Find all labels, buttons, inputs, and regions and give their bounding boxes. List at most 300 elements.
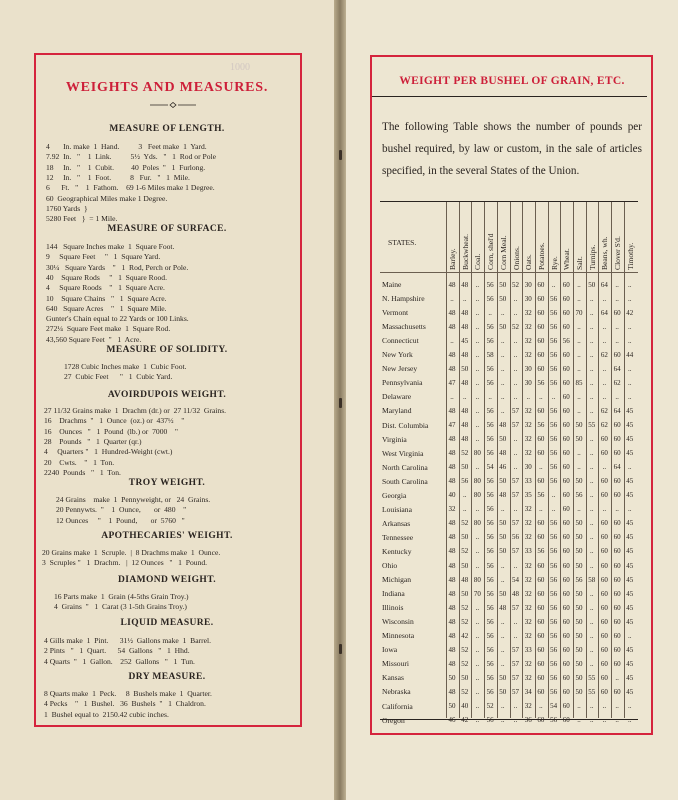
table-cell: ..	[475, 294, 480, 303]
table-cell: ..	[513, 435, 518, 444]
table-cell: 57	[512, 687, 519, 696]
table-cell: 60	[537, 659, 545, 668]
table-cell: 60	[537, 687, 545, 696]
table-cell: 50	[499, 533, 507, 542]
table-cell: 60	[613, 603, 621, 612]
table-cell: 50	[575, 673, 583, 682]
table-cell: 48	[448, 449, 456, 458]
table-cell: ..	[501, 631, 505, 640]
table-cell: 56	[486, 603, 494, 612]
table-cell: 48	[448, 617, 456, 626]
table-cell: 56	[575, 491, 583, 500]
column-rule	[446, 202, 447, 718]
table-cell: ..	[589, 519, 594, 528]
table-cell: 50	[575, 421, 583, 429]
table-cell: 52	[461, 659, 469, 668]
section-heading-troy: TROY WEIGHT.	[128, 478, 206, 488]
table-cell: 52	[512, 280, 519, 289]
table-cell: 48	[461, 280, 469, 289]
table-cell: 57	[512, 477, 519, 486]
table-cell: ..	[602, 702, 607, 710]
table-cell: 56	[550, 519, 558, 528]
table-cell: 60	[613, 449, 621, 458]
table-cell: ..	[589, 350, 594, 359]
table-cell: 56	[575, 575, 583, 584]
table-cell: ..	[450, 294, 454, 303]
table-cell: ..	[475, 392, 480, 401]
table-cell: 60	[613, 547, 621, 556]
column-rule	[484, 202, 485, 718]
table-cell: 50	[461, 364, 469, 373]
table-cell: 48	[512, 589, 519, 598]
measure-line: 43,560 Square Feet " 1 Acre.	[46, 334, 142, 344]
table-cell: 50	[575, 687, 583, 696]
table-cell: ..	[475, 336, 480, 345]
table-cell: 57	[512, 659, 519, 668]
table-cell: 60	[600, 449, 608, 458]
table-cell: ..	[589, 645, 594, 654]
column-header: Oats.	[524, 254, 534, 270]
section-heading-avoirdupois: AVOIRDUPOIS WEIGHT.	[107, 390, 227, 400]
column-header: Potatoes.	[536, 242, 546, 270]
table-cell: 56	[550, 617, 558, 626]
table-cell: ..	[462, 491, 467, 500]
table-cell: 32	[524, 702, 532, 710]
table-cell: 60	[562, 294, 570, 303]
measure-line: 144 Square Inches make 1 Square Foot.	[46, 242, 175, 251]
table-cell: 50	[575, 645, 583, 654]
table-cell: 50	[499, 547, 507, 556]
table-cell: 60	[562, 392, 570, 401]
table-cell: 56	[550, 603, 558, 612]
table-cell: 60	[537, 280, 545, 289]
table-cell: 60	[600, 673, 608, 682]
table-cell: 32	[524, 406, 532, 415]
table-cell: 50	[461, 673, 469, 682]
section-heading-apothecaries: APOTHECARIES' WEIGHT.	[101, 531, 233, 541]
table-cell: 50	[575, 561, 583, 570]
table-cell: ..	[589, 589, 594, 598]
table-cell: 50	[575, 589, 583, 598]
table-cell: 50	[461, 533, 469, 542]
table-cell: 56	[550, 477, 558, 486]
state-name: Illinois	[382, 603, 404, 613]
state-name: California	[382, 701, 413, 711]
table-cell: 60	[613, 617, 621, 626]
table-cell: 56	[486, 589, 494, 598]
table-cell: ..	[589, 336, 594, 345]
table-cell: 60	[600, 645, 608, 654]
table-cell: 57	[512, 645, 519, 654]
table-cell: 45	[626, 603, 634, 612]
table-cell: 60	[600, 687, 608, 696]
table-cell: 56	[550, 406, 558, 415]
measure-line: 8 Quarts make 1 Peck. 8 Bushels make 1 Quarter.	[44, 689, 212, 698]
measure-line: 16 Ounces " 1 Pound (lb.) or 7000 "	[44, 426, 179, 436]
staple	[339, 398, 342, 408]
table-cell: 60	[537, 350, 545, 359]
table-cell: 48	[448, 477, 456, 486]
table-cell: 56	[537, 547, 545, 556]
table-cell: 62	[600, 421, 608, 429]
table-cell: ..	[589, 322, 594, 331]
table-cell: ..	[589, 491, 594, 500]
table-cell: 40	[448, 491, 456, 500]
state-name: Wisconsin	[382, 617, 414, 627]
table-cell: 56	[550, 659, 558, 668]
measure-line: 60 Geographical Miles make 1 Degree.	[46, 193, 168, 203]
table-cell: ..	[488, 392, 492, 401]
table-cell: ..	[513, 561, 518, 570]
table-cell: 50	[499, 322, 507, 331]
table-cell: ..	[501, 575, 505, 584]
table-cell: 60	[613, 645, 621, 654]
table-cell: 55	[588, 687, 596, 696]
table-cell: ..	[488, 308, 492, 317]
table-cell: 47	[448, 421, 456, 429]
state-name: Nebraska	[382, 687, 411, 697]
table-cell: 50	[575, 435, 583, 444]
intro-paragraph: The following Table shows the number of pounds per bushel required, by law or custom, in the sale of articles specified, in the several States of the Union.	[382, 121, 642, 177]
measure-line: 40 Square Rods " 1 Square Rood.	[46, 272, 168, 282]
table-cell: 48	[499, 491, 507, 500]
table-cell: 57	[512, 519, 519, 528]
table-cell: 60	[613, 421, 621, 429]
table-cell: 56	[550, 547, 558, 556]
table-cell: 57	[512, 421, 519, 429]
table-cell: 50	[588, 280, 596, 289]
table-cell: 48	[499, 421, 507, 429]
table-cell: 56	[550, 645, 558, 654]
table-cell: ..	[615, 392, 619, 401]
table-cell: ..	[589, 294, 594, 303]
state-name: Georgia	[382, 490, 407, 500]
table-cell: 60	[562, 561, 570, 570]
column-rule	[586, 202, 587, 718]
table-cell: 52	[486, 702, 494, 710]
table-cell: 60	[613, 533, 621, 542]
table-cell: 56	[486, 421, 494, 429]
table-cell: ..	[589, 463, 594, 472]
ornament-icon	[150, 102, 196, 108]
state-name: Pennsylvania	[382, 378, 423, 388]
table-cell: ..	[475, 308, 480, 317]
state-name: Iowa	[382, 645, 398, 655]
table-cell: ..	[589, 378, 594, 387]
table-cell: 45	[626, 645, 634, 654]
table-cell: ..	[539, 392, 543, 401]
table-cell: 32	[524, 603, 532, 612]
table-cell: 56	[486, 435, 494, 444]
table-cell: 48	[448, 519, 456, 528]
table-cell: 64	[613, 463, 621, 472]
state-name: Oregon	[382, 715, 405, 725]
table-cell: 54	[550, 702, 558, 710]
table-cell: 48	[461, 322, 469, 331]
state-name: South Carolina	[382, 476, 428, 486]
table-cell: 60	[613, 308, 621, 317]
column-rule	[573, 202, 574, 718]
state-name: Michigan	[382, 575, 412, 585]
table-cell: ..	[589, 392, 594, 401]
column-rule	[459, 202, 460, 718]
table-cell: 46	[499, 463, 507, 472]
table-cell: ..	[628, 702, 632, 710]
table-cell: ..	[628, 463, 632, 472]
table-cell: 64	[613, 406, 621, 415]
table-cell: ..	[475, 603, 480, 612]
table-cell: ..	[513, 617, 518, 626]
table-cell: 60	[562, 645, 570, 654]
table-cell: 60	[537, 435, 545, 444]
state-name: Kansas	[382, 673, 404, 683]
state-name: Missouri	[382, 659, 410, 669]
section-heading-length: MEASURE OF LENGTH.	[109, 124, 225, 134]
table-cell: 60	[562, 673, 570, 682]
table-cell: 60	[613, 477, 621, 486]
table-cell: 62	[613, 378, 621, 387]
table-cell: 45	[626, 406, 634, 415]
table-cell: 32	[524, 449, 532, 458]
table-cell: 60	[537, 519, 545, 528]
table-cell: 60	[537, 617, 545, 626]
table-cell: ..	[589, 477, 594, 486]
table-cell: ..	[501, 716, 505, 725]
measure-line: 2 Pints " 1 Quart. 54 Gallons " 1 Hhd.	[44, 646, 190, 656]
table-cell: ..	[513, 702, 518, 710]
table-cell: 56	[486, 716, 494, 725]
table-cell: 45	[626, 533, 634, 542]
table-cell: 45	[626, 547, 634, 556]
column-header: Corn Meal.	[498, 235, 508, 270]
measure-line: 6 Ft. " 1 Fathom. 69 1-6 Miles make 1 Degree.	[46, 183, 215, 193]
table-cell: ..	[475, 435, 480, 444]
table-cell: ..	[615, 673, 619, 682]
state-name: West Virginia	[382, 448, 424, 458]
column-header: Rye.	[549, 256, 559, 270]
table-cell: 48	[448, 463, 456, 472]
table-cell: ..	[501, 645, 505, 654]
table-cell: 60	[562, 350, 570, 359]
table-cell: ..	[577, 322, 581, 331]
table-cell: ..	[513, 449, 518, 458]
table-cell: ..	[577, 505, 581, 514]
table-cell: 32	[524, 336, 532, 345]
table-cell: 56	[550, 336, 558, 345]
table-cell: 32	[448, 505, 456, 514]
table-cell: 32	[524, 435, 532, 444]
table-cell: 58	[486, 350, 494, 359]
column-header: Turnips.	[587, 244, 597, 270]
table-cell: 48	[448, 575, 456, 584]
table-cell: 60	[613, 435, 621, 444]
table-cell: 48	[448, 659, 456, 668]
column-rule	[548, 202, 549, 718]
table-cell: 60	[562, 589, 570, 598]
state-name: Massachusetts	[382, 322, 426, 332]
table-cell: ..	[577, 449, 581, 458]
table-cell: ..	[602, 716, 607, 725]
section-heading-surface: MEASURE OF SURFACE.	[107, 224, 227, 234]
table-cell: ..	[501, 350, 505, 359]
table-cell: ..	[551, 392, 556, 401]
table-cell: ..	[615, 322, 619, 331]
table-cell: ..	[475, 421, 480, 429]
table-cell: ..	[513, 336, 518, 345]
table-cell: 33	[524, 645, 532, 654]
table-cell: 60	[562, 364, 570, 373]
table-cell: ..	[577, 406, 581, 415]
table-cell: 56	[486, 449, 494, 458]
table-cell: 34	[524, 687, 532, 696]
table-cell: 60	[562, 659, 570, 668]
table-cell: 60	[600, 533, 608, 542]
table-cell: 60	[600, 561, 608, 570]
table-cell: 56	[486, 491, 494, 500]
column-rule	[598, 202, 599, 718]
table-cell: 80	[473, 477, 481, 486]
table-cell: ..	[475, 716, 480, 725]
section-heading-solidity: MEASURE OF SOLIDITY.	[106, 345, 228, 355]
title-rule	[372, 96, 647, 97]
table-cell: ..	[450, 336, 454, 345]
table-cell: 60	[562, 519, 570, 528]
table-cell: ..	[589, 561, 594, 570]
table-cell: 60	[600, 631, 608, 640]
table-cell: 60	[600, 477, 608, 486]
state-name: Indiana	[382, 589, 405, 599]
table-cell: 56	[550, 350, 558, 359]
table-cell: 60	[613, 350, 621, 359]
state-name: Kentucky	[382, 546, 412, 556]
measure-line: 1728 Cubic Inches make 1 Cubic Foot.	[64, 362, 187, 371]
section-heading-diamond: DIAMOND WEIGHT.	[117, 575, 217, 585]
table-cell: 57	[512, 603, 519, 612]
table-cell: 48	[448, 603, 456, 612]
measure-line: 30¼ Square Yards " 1 Rod, Perch or Pole.	[46, 262, 189, 272]
table-cell: ..	[539, 463, 543, 472]
table-cell: ..	[475, 533, 480, 542]
column-rule	[560, 202, 561, 718]
table-cell: 60	[600, 659, 608, 668]
table-cell: 60	[562, 702, 570, 710]
table-cell: 56	[512, 533, 519, 542]
table-cell: 45	[626, 617, 634, 626]
table-cell: 56	[550, 463, 558, 472]
table-cell: 60	[562, 687, 570, 696]
column-header: Buckwheat.	[460, 233, 470, 270]
table-cell: ..	[513, 716, 518, 725]
measure-line: 4 Quarts " 1 Gallon. 252 Gallons " 1 Tun.	[44, 656, 195, 666]
column-header: Salt.	[575, 256, 584, 270]
table-cell: 50	[499, 589, 507, 598]
table-cell: 56	[550, 673, 558, 682]
table-cell: ..	[501, 406, 505, 415]
table-cell: 56	[550, 716, 558, 725]
table-cell: 45	[626, 673, 634, 682]
table-cell: 56	[550, 435, 558, 444]
table-cell: 64	[600, 280, 608, 289]
table-cell: 80	[473, 491, 481, 500]
state-name: N. Hampshire	[382, 294, 425, 304]
state-name: New Jersey	[382, 364, 418, 374]
table-cell: ..	[615, 505, 619, 514]
table-cell: 48	[448, 350, 456, 359]
table-cell: 48	[461, 378, 469, 387]
table-cell: ..	[475, 659, 480, 668]
table-cell: 48	[448, 645, 456, 654]
table-cell: 52	[512, 322, 519, 331]
table-cell: 30	[524, 294, 532, 303]
table-cell: 60	[562, 491, 570, 500]
table-cell: ..	[589, 716, 594, 725]
table-cell: 30	[524, 364, 532, 373]
table-cell: 45	[626, 575, 634, 584]
table-cell: 60	[600, 603, 608, 612]
table-cell: ..	[513, 631, 518, 640]
state-name: Louisiana	[382, 504, 412, 514]
table-cell: 56	[486, 645, 494, 654]
column-header: Coal.	[473, 253, 483, 270]
measure-line: 4 Quarters " 1 Hundred-Weight (cwt.)	[44, 447, 173, 457]
table-cell: ..	[577, 463, 581, 472]
table-cell: ..	[475, 364, 480, 373]
table-cell: 85	[575, 378, 583, 387]
table-cell: 48	[448, 687, 456, 696]
table-cell: 32	[524, 659, 532, 668]
table-cell: 32	[524, 505, 532, 514]
table-cell: 60	[562, 603, 570, 612]
table-cell: ..	[513, 364, 518, 373]
table-cell: 52	[461, 603, 469, 612]
table-cell: ..	[501, 378, 505, 387]
table-cell: ..	[539, 505, 543, 514]
table-cell: ..	[501, 505, 505, 514]
table-cell: 36	[524, 716, 532, 725]
table-cell: 60	[562, 505, 570, 514]
table-cell: 56	[486, 687, 494, 696]
measure-line: Gunter's Chain equal to 22 Yards or 100 Links.	[46, 314, 189, 324]
table-cell: 35	[524, 491, 532, 500]
table-cell: ..	[589, 449, 594, 458]
table-cell: ..	[589, 547, 594, 556]
table-cell: 60	[562, 308, 570, 317]
table-cell: 48	[448, 308, 456, 317]
staple	[339, 644, 342, 654]
table-cell: 50	[461, 589, 469, 598]
table-cell: 45	[626, 477, 634, 486]
table-cell: 48	[461, 575, 469, 584]
table-cell: 56	[550, 575, 558, 584]
table-cell: 62	[600, 406, 608, 415]
table-cell: 60	[537, 336, 545, 345]
table-cell: 48	[448, 406, 456, 415]
table-cell: ..	[501, 659, 505, 668]
table-cell: 60	[613, 561, 621, 570]
table-cell: 48	[461, 350, 469, 359]
table-cell: 48	[448, 435, 456, 444]
measure-line: 272¼ Square Feet make 1 Square Rod.	[46, 324, 171, 334]
state-name: Maryland	[382, 406, 412, 416]
measure-line: 5280 Feet } = 1 Mile.	[46, 214, 118, 224]
table-cell: ..	[589, 435, 594, 444]
table-cell: 60	[562, 463, 570, 472]
column-rule	[611, 202, 612, 718]
table-cell: 50	[575, 519, 583, 528]
table-cell: ..	[475, 463, 480, 472]
table-cell: 60	[600, 575, 608, 584]
table-cell: 60	[562, 533, 570, 542]
